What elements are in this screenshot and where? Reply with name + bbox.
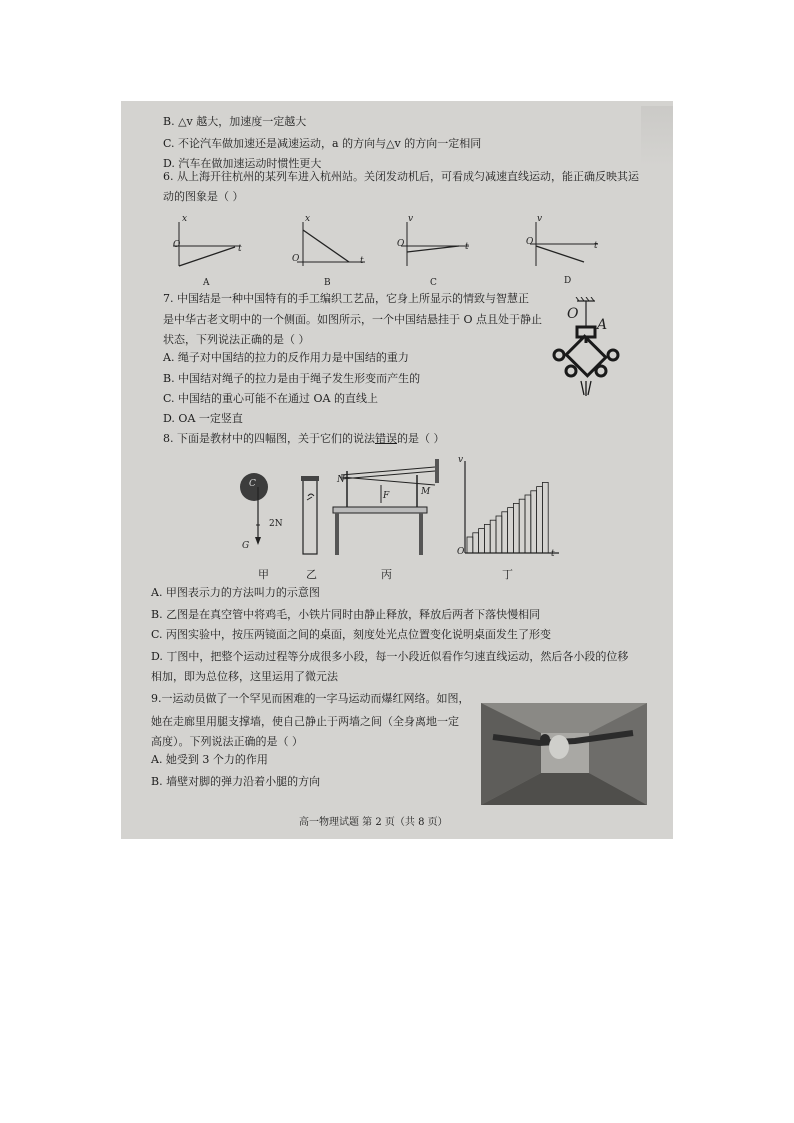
q6a-origin: O — [173, 240, 181, 250]
q7-option-a: A. 绳子对中国结的拉力的反作用力是中国结的重力 — [163, 351, 409, 364]
ding-step-bar — [531, 491, 537, 553]
q8-option-b: B. 乙图是在真空管中将鸡毛，小铁片同时由静止释放，释放后两者下落快慢相同 — [151, 608, 541, 621]
ding-step-bar — [525, 495, 531, 553]
fig-jia — [236, 471, 276, 551]
q7-option-b: B. 中国结对绳子的拉力是由于绳子发生形变而产生的 — [163, 372, 421, 385]
ding-step-bar — [479, 529, 485, 553]
ding-step-bar — [537, 487, 543, 553]
jia-g-label: G — [242, 541, 250, 551]
ding-caption: 丁 — [502, 568, 513, 581]
bleed-through — [641, 106, 673, 166]
ding-step-bar — [496, 516, 502, 553]
corridor-split-photo — [481, 703, 647, 805]
bing-caption: 丙 — [381, 568, 392, 581]
q6a-caption: A — [203, 278, 210, 288]
q8-stem — [163, 432, 445, 446]
q6d-origin: O — [526, 237, 534, 247]
q8-stem-post: 的是（ ） — [397, 432, 445, 445]
ding-step-bar — [490, 520, 496, 553]
q9-option-a: A. 她受到 3 个力的作用 — [151, 753, 268, 766]
ding-step-bar — [513, 503, 519, 553]
q8-option-d-2: 相加，即为总位移，这里运用了微元法 — [151, 670, 338, 683]
q6-graph-b — [293, 218, 367, 272]
q6b-y-label: x — [305, 214, 311, 224]
q6b-origin: O — [292, 254, 300, 264]
jia-scale: 2N — [269, 519, 283, 529]
fig-ding-vt-graph — [459, 457, 565, 561]
fig-bing-table — [331, 457, 443, 557]
ding-step-bar — [519, 499, 525, 553]
q6-graph-c — [397, 218, 471, 272]
q9-stem-3: 高度）。下列说法正确的是（ ） — [151, 735, 303, 748]
bing-f-label: F — [383, 491, 390, 501]
q6c-caption: C — [430, 278, 437, 288]
q6a-x-label: t — [238, 244, 242, 254]
q5-option-b: B. △v 越大，加速度一定越大 — [163, 115, 307, 128]
q6c-origin: O — [397, 239, 405, 249]
bing-m-label: M — [421, 487, 431, 497]
q6b-x-label: t — [360, 256, 364, 266]
q8-option-c: C. 丙图实验中，按压两镜面之间的桌面，刻度处光点位置变化说明桌面发生了形变 — [151, 628, 552, 641]
q6b-caption: B — [324, 278, 331, 288]
ding-t-label: t — [551, 549, 555, 559]
ding-step-bar — [508, 508, 514, 553]
jia-caption: 甲 — [258, 568, 269, 581]
q8-stem-pre: 8. 下面是教材中的四幅图，关于它们的说法 — [163, 432, 375, 445]
q9-stem-1: 9.一运动员做了一个罕见而困难的一字马运动而爆红网络。如图， — [151, 692, 470, 705]
fig-yi-vacuum-tube — [299, 474, 323, 556]
q5-option-c: C. 不论汽车做加速还是减速运动，a 的方向与△v 的方向一定相同 — [163, 137, 482, 150]
q8-stem-emphasis: 错误 — [375, 432, 397, 445]
jia-c-label: C — [249, 479, 256, 489]
q6c-y-label: v — [408, 214, 414, 224]
q6d-y-label: v — [537, 214, 543, 224]
q6d-x-label: t — [594, 241, 598, 251]
knot-point-o: O — [567, 306, 579, 322]
ding-origin: O — [457, 547, 465, 557]
page-footer: 高一物理试题 第 2 页（共 8 页） — [299, 817, 448, 828]
q9-option-b: B. 墙壁对脚的弹力沿着小腿的方向 — [151, 775, 321, 788]
bing-n-label: N — [337, 475, 345, 485]
q5-option-d: D. 汽车在做加速运动时惯性更大 — [163, 157, 322, 170]
q8-option-d-1: D. 丁图中，把整个运动过程等分成很多小段，每一小段近似看作匀速直线运动，然后各小段的位移 — [151, 650, 629, 663]
ding-step-bar — [542, 482, 548, 553]
q6d-caption: D — [564, 276, 572, 286]
ding-step-bar — [484, 524, 490, 553]
q7-option-d: D. OA 一定竖直 — [163, 412, 243, 425]
ding-step-bar — [502, 512, 508, 553]
chinese-knot-figure — [551, 297, 623, 397]
q6-graph-d — [526, 218, 600, 272]
ding-step-bar — [467, 537, 473, 553]
q6-stem-1: 6. 从上海开往杭州的某列车进入杭州站。关闭发动机后，可看成匀减速直线运动，能正确反映其运 — [163, 170, 639, 183]
q7-stem-2: 是中华古老文明中的一个侧面。如图所示，一个中国结悬挂于 O 点且处于静止 — [163, 313, 543, 326]
knot-point-a: A — [597, 317, 608, 333]
q9-stem-2: 她在走廊里用腿支撑墙，使自己静止于两墙之间（全身离地一定 — [151, 715, 459, 728]
q8-option-a: A. 甲图表示力的方法叫力的示意图 — [151, 586, 320, 599]
yi-caption: 乙 — [306, 568, 317, 581]
q6c-x-label: t — [465, 242, 469, 252]
q7-stem-1: 7. 中国结是一种中国特有的手工编织工艺品，它身上所显示的情致与智慧正 — [163, 292, 529, 305]
q7-option-c: C. 中国结的重心可能不在通过 OA 的直线上 — [163, 392, 378, 405]
q7-stem-3: 状态，下列说法正确的是（ ） — [163, 333, 310, 346]
ding-v-label: v — [458, 455, 464, 465]
q6-stem-2: 动的图象是（ ） — [163, 190, 244, 203]
exam-page — [121, 101, 673, 839]
ding-step-bar — [473, 533, 479, 553]
q6a-y-label: x — [182, 214, 188, 224]
